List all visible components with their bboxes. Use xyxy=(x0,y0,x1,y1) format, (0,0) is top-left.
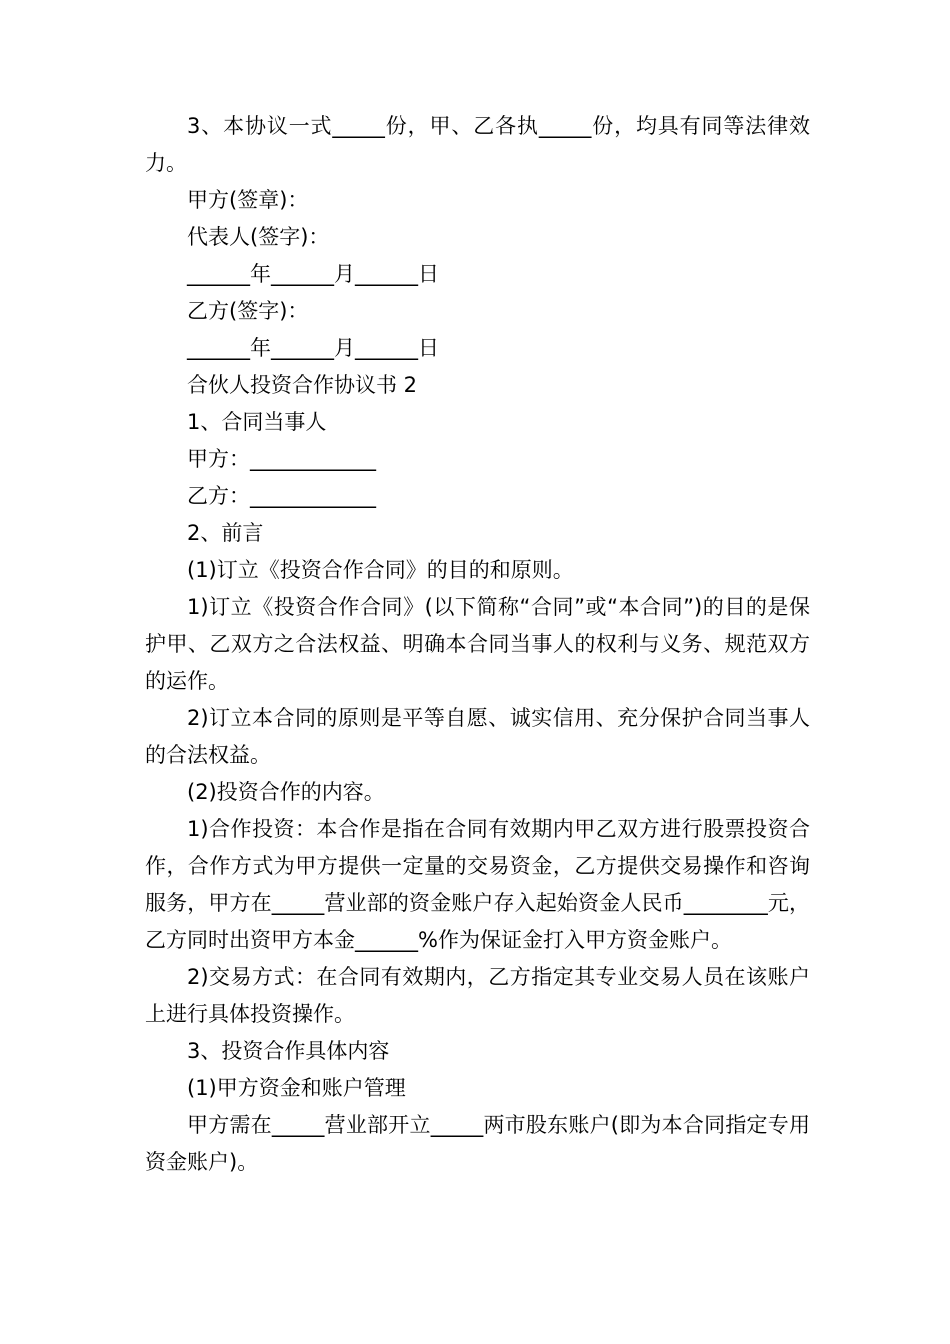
paragraph-purpose-text: 1)订立《投资合作合同》(以下简称“合同”或“本合同”)的目的是保护甲、乙双方之合法权益、明确本合同当事人的权利与义务、规范双方的运作。 xyxy=(145,595,810,693)
paragraph-cooperative-investment: 1)合作投资：本合作是指在合同有效期内甲乙双方进行股票投资合作，合作方式为甲方提供一定量的交易资金，乙方提供交易操作和咨询服务，甲方在_____营业部的资金账户存入起始资金人民币________元，乙方同时出资甲方本金______%作为保证金打入甲方资金账户。 xyxy=(145,817,810,952)
paragraph-purpose-heading: (1)订立《投资合作合同》的目的和原则。 xyxy=(187,558,574,582)
paragraph-copies-clause: 3、本协议一式_____份，甲、乙各执_____份，均具有同等法律效力。 xyxy=(145,114,810,175)
paragraph-account-opening: 甲方需在_____营业部开立_____两市股东账户(即为本合同指定专用资金账户)。 xyxy=(145,1113,810,1174)
paragraph-representative-signature: 代表人(签字)： xyxy=(187,225,330,249)
paragraph-date-line-2: ______年______月______日 xyxy=(187,336,439,360)
paragraph-section-specific-content: 3、投资合作具体内容 xyxy=(187,1039,390,1063)
paragraph-party-b-blank: 乙方：____________ xyxy=(187,484,376,508)
paragraph-agreement-title-2: 合伙人投资合作协议书 2 xyxy=(187,373,418,397)
paragraph-party-a-blank: 甲方：____________ xyxy=(187,447,376,471)
paragraph-fund-account-heading: (1)甲方资金和账户管理 xyxy=(187,1076,406,1100)
paragraph-party-b-signature: 乙方(签字)： xyxy=(187,299,309,323)
paragraph-content-heading: (2)投资合作的内容。 xyxy=(187,780,385,804)
paragraph-principle-text: 2)订立本合同的原则是平等自愿、诚实信用、充分保护合同当事人的合法权益。 xyxy=(145,706,810,767)
paragraph-trading-method: 2)交易方式：在合同有效期内，乙方指定其专业交易人员在该账户上进行具体投资操作。 xyxy=(145,965,810,1026)
paragraph-section-parties: 1、合同当事人 xyxy=(187,410,327,434)
paragraph-date-line-1: ______年______月______日 xyxy=(187,262,439,286)
paragraph-section-preface: 2、前言 xyxy=(187,521,264,545)
paragraph-party-a-seal: 甲方(签章)： xyxy=(187,188,309,212)
document-body xyxy=(145,108,810,1181)
